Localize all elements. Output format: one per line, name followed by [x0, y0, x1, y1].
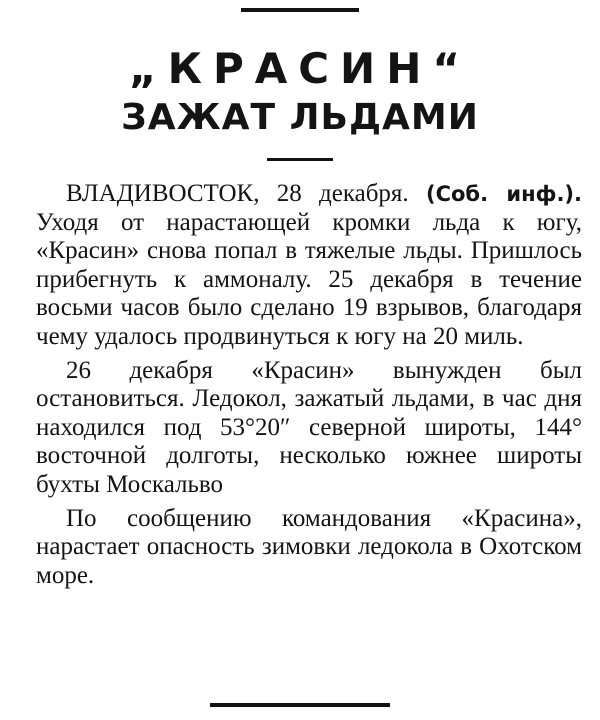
dateline: ВЛАДИВОСТОК, 28 декабря. — [66, 180, 409, 207]
article-paragraph-2: 26 декабря «Красин» вынужден был остановиться. Ледокол, зажатый льдами, в час дня находился под 53°20″ северной широты, 144° восточной долготы, несколько южнее широты бухты Москальво — [36, 356, 582, 498]
top-rule — [241, 8, 359, 12]
headline-ship-name: „КРАСИН“ — [129, 44, 471, 93]
article-paragraph-3: По сообщению командования «Красина», нарастает опасность зимовки ледокола в Охотском море. — [36, 504, 582, 589]
paragraph-1-text: Уходя от нарастающей кромки льда к югу, «Красин» снова попал в тяжелые льды. Пришлось прибегнуть к аммоналу. 25 декабря в течение восьми часов было сделано 19 взрывов, благодаря чему удалось продвинуться к югу на 20 миль. — [36, 208, 582, 350]
article-body — [36, 180, 582, 590]
bottom-rule — [210, 703, 390, 707]
headline-subtitle: ЗАЖАТ ЛЬДАМИ — [121, 97, 479, 138]
source-note: (Соб. инф.). — [425, 182, 582, 206]
article-paragraph-1 — [36, 180, 582, 352]
headline-divider — [267, 158, 333, 161]
